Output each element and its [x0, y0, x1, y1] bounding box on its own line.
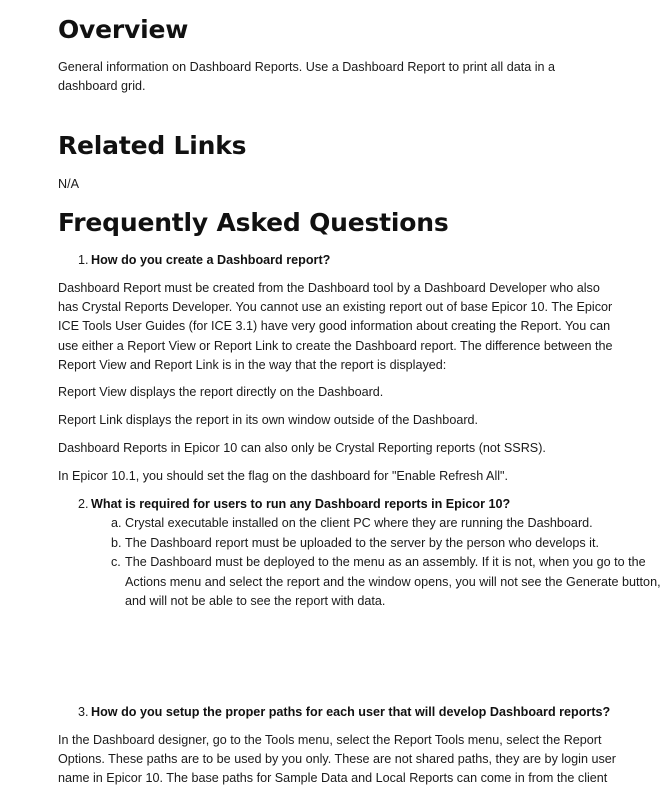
sub-item-text: Crystal executable installed on the client PC where they are running the Dashboard.	[125, 516, 593, 530]
question-number: 1.	[78, 253, 89, 267]
answer-paragraph: In Epicor 10.1, you should set the flag on the dashboard for "Enable Refresh All".	[58, 469, 509, 483]
sub-item-letter: b.	[111, 536, 122, 550]
question-number: 3.	[78, 705, 89, 719]
faq-question-1	[58, 251, 631, 270]
answer-paragraph: Report Link displays the report in its own window outside of the Dashboard.	[58, 413, 479, 427]
question-text: What is required for users to run any Dashboard reports in Epicor 10?	[91, 497, 511, 511]
sub-item-letter: c.	[111, 555, 121, 569]
sub-list-item	[58, 514, 605, 534]
question-number: 2.	[78, 497, 89, 511]
answer-paragraph: Report View displays the report directly on the Dashboard.	[58, 385, 384, 399]
related-links-heading: Related Links	[58, 131, 247, 160]
question-text: How do you setup the proper paths for each user that will develop Dashboard reports?	[91, 705, 611, 719]
sub-item-letter: a.	[111, 516, 122, 530]
answer-paragraph: Dashboard Report must be created from the Dashboard tool by a Dashboard Developer who also has Crystal Reports Developer. You cannot use an existing report out of base Epicor 10. The Epicor ICE Tools User Guides (for ICE 3.1) have very good information about creating the Report. You can use either a Report View or Report Link to create the Dashboard report. The difference between the Report View and Report Link is in the way that the report is displayed:	[58, 281, 613, 372]
faq-heading: Frequently Asked Questions	[58, 208, 449, 237]
faq-question-3	[58, 703, 651, 722]
sub-item-text: The Dashboard report must be uploaded to the server by the person who develops it.	[125, 536, 599, 550]
related-links-text: N/A	[58, 177, 79, 191]
faq-question-2	[58, 495, 631, 514]
sub-item-text: The Dashboard must be deployed to the menu as an assembly. If it is not, when you go to the Actions menu and select the report and the window opens, you will not see the Generate button, and will not be able to see the report with data.	[125, 555, 661, 609]
sub-list-item	[58, 534, 605, 554]
overview-heading: Overview	[58, 15, 189, 44]
overview-text: General information on Dashboard Reports. Use a Dashboard Report to print all data in a dashboard grid.	[58, 60, 556, 94]
question-text: How do you create a Dashboard report?	[91, 253, 331, 267]
sub-list-item	[58, 553, 666, 612]
answer-paragraph: In the Dashboard designer, go to the Tools menu, select the Report Tools menu, select the Report Options. These paths are to be used by you only. These are not shared paths, they are by login user name in Epicor 10. The base paths for Sample Data and Local Reports can come in from the client	[58, 733, 616, 786]
answer-paragraph: Dashboard Reports in Epicor 10 can also only be Crystal Reporting reports (not SSRS).	[58, 441, 546, 455]
